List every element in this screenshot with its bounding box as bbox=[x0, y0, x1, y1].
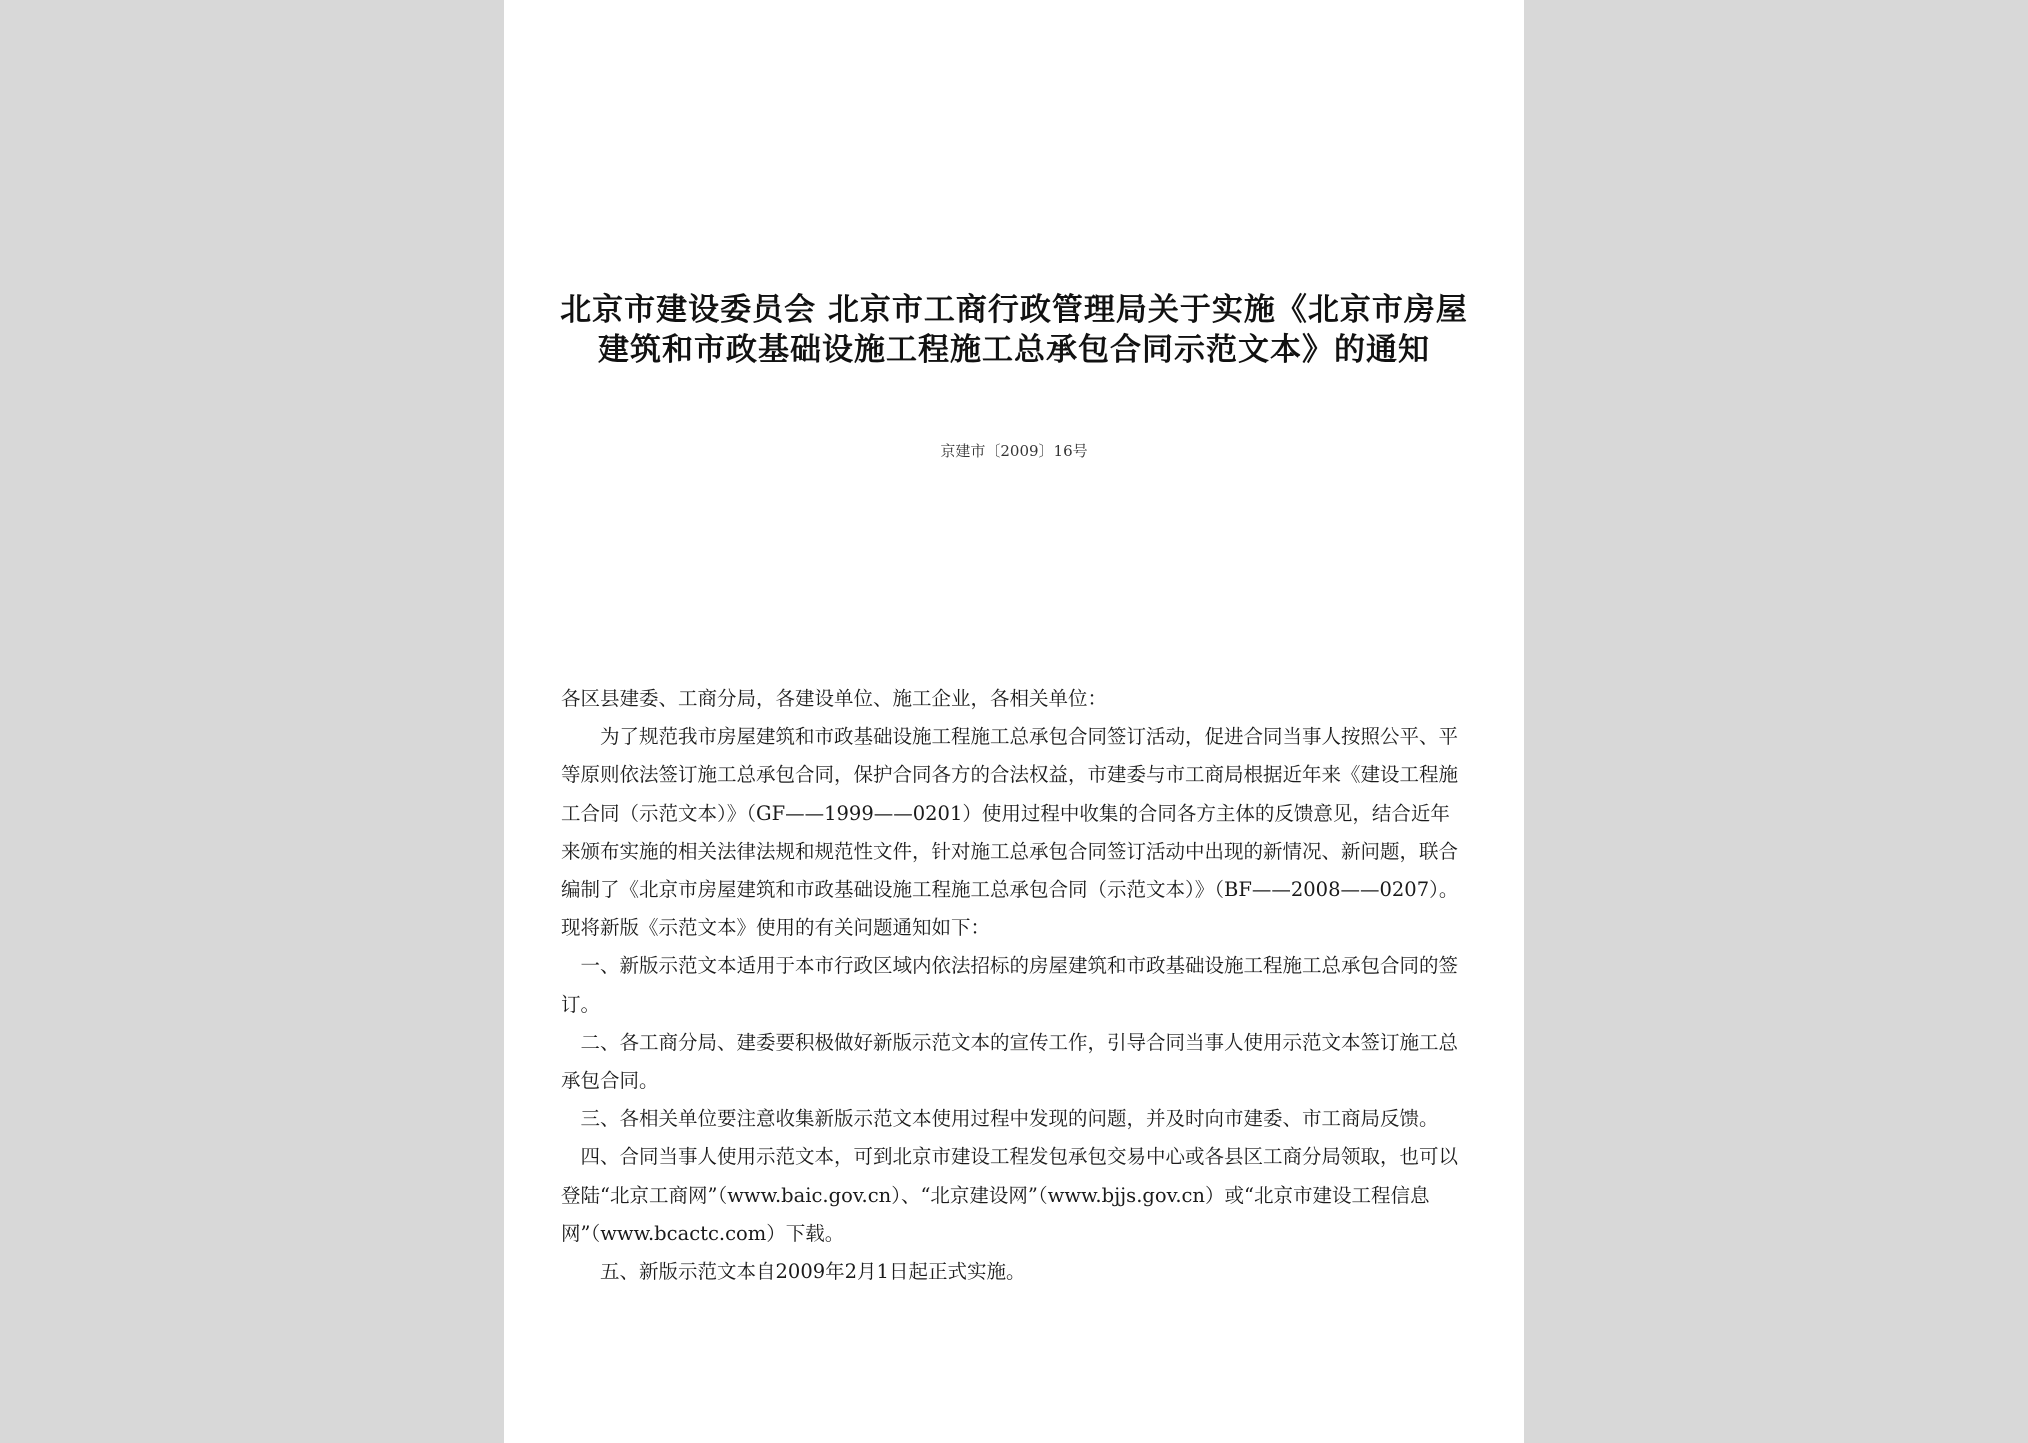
notice-item-5: 五、新版示范文本自2009年2月1日起正式实施。 bbox=[600, 1260, 1026, 1284]
notice-item-1: 一、新版示范文本适用于本市行政区域内依法招标的房屋建筑和市政基础设施工程施工总承包合同的签订。 bbox=[561, 954, 1459, 1016]
notice-item-4: 四、合同当事人使用示范文本，可到北京市建设工程发包承包交易中心或各县区工商分局领取，也可以登陆“北京工商网”（www.baic.gov.cn）、“北京建设网”（www.bjjs.gov.cn）或“北京市建设工程信息网”（www.bcactc.com）下载。 bbox=[561, 1145, 1459, 1245]
salutation: 各区县建委、工商分局，各建设单位、施工企业，各相关单位： bbox=[561, 687, 1108, 710]
notice-item-2: 二、各工商分局、建委要积极做好新版示范文本的宣传工作，引导合同当事人使用示范文本签订施工总承包合同。 bbox=[561, 1030, 1459, 1093]
notice-item-3: 三、各相关单位要注意收集新版示范文本使用过程中发现的问题，并及时向市建委、市工商局反馈。 bbox=[580, 1107, 1439, 1131]
document-title: 北京市建设委员会 北京市工商行政管理局关于实施《北京市房屋建筑和市政基础设施工程施工总承包合同示范文本》的通知 bbox=[560, 292, 1468, 368]
document-body bbox=[561, 680, 1466, 1291]
intro-paragraph: 为了规范我市房屋建筑和市政基础设施工程施工总承包合同签订活动，促进合同当事人按照公平、平等原则依法签订施工总承包合同，保护合同各方的合法权益，市建委与市工商局根据近年来《建设工程施工合同（示范文本）》（GF——1999——0201）使用过程中收集的合同各方主体的反馈意见，结合近年来颁布实施的相关法律法规和规范性文件，针对施工总承包合同签订活动中出现的新情况、新问题，联合编制了《北京市房屋建筑和市政基础设施工程施工总承包合同（示范文本）》（BF——2008——0207）。现将新版《示范文本》使用的有关问题通知如下： bbox=[561, 725, 1459, 940]
document-number: 京建市〔2009〕16号 bbox=[940, 442, 1088, 460]
document-page bbox=[504, 0, 1524, 1443]
